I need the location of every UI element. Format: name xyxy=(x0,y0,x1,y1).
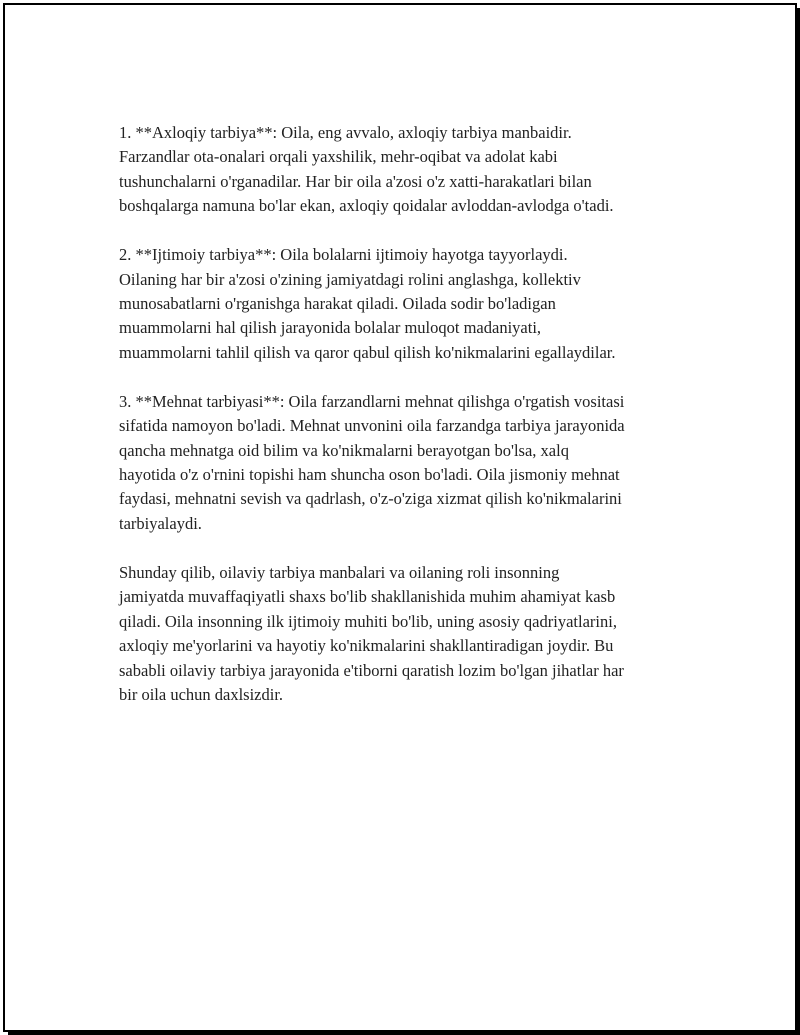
paragraph-labor-education: 3. **Mehnat tarbiyasi**: Oila farzandlarni mehnat qilishga o'rgatish vositasi sifatida namoyon bo'ladi. Mehnat unvonini oila farzandga tarbiya jarayonida qancha mehnatga oid bilim va ko'nikmalarni berayotgan bo'lsa, xalq hayotida o'z o'rnini topishi ham shuncha oson bo'ladi. Oila jismoniy mehnat faydasi, mehnatni sevish va qadrlash, o'z-o'ziga xizmat qilish ko'nikmalarini tarbiyalaydi. xyxy=(119,391,625,533)
paragraph-conclusion: Shunday qilib, oilaviy tarbiya manbalari va oilaning roli insonning jamiyatda muvaffaqiyatli shaxs bo'lib shakllanishida muhim ahamiyat kasb qiladi. Oila insonning ilk ijtimoiy muhiti bo'lib, uning asosiy qadriyatlarini, axloqiy me'yorlarini va hayotiy ko'nikmalarini shakllantiradigan joydir. Bu sababli oilaviy tarbiya jarayonida e'tiborni qaratish lozim bo'lgan jihatlar har bir oila uchun daxlsizdir. xyxy=(119,562,624,704)
paragraph-social-education: 2. **Ijtimoiy tarbiya**: Oila bolalarni ijtimoiy hayotga tayyorlaydi. Oilaning har bir a'zosi o'zining jamiyatdagi rolini anglashga, kollektiv munosabatlarni o'rganishga harakat qiladi. Oilada sodir bo'ladigan muammolarni hal qilish jarayonida bolalar muloqot madaniyati, muammolarni tahlil qilish va qaror qabul qilish ko'nikmalarini egallaydilar. xyxy=(119,245,616,362)
document-body xyxy=(119,121,699,732)
document-page xyxy=(3,3,797,1032)
paragraph-moral-education: 1. **Axloqiy tarbiya**: Oila, eng avvalo, axloqiy tarbiya manbaidir. Farzandlar ota-onalari orqali yaxshilik, mehr-oqibat va adolat kabi tushunchalarni o'rganadilar. Har bir oila a'zosi o'z xatti-harakatlari bilan boshqalarga namuna bo'lar ekan, axloqiy qoidalar avloddan-avlodga o'tadi. xyxy=(119,123,614,216)
